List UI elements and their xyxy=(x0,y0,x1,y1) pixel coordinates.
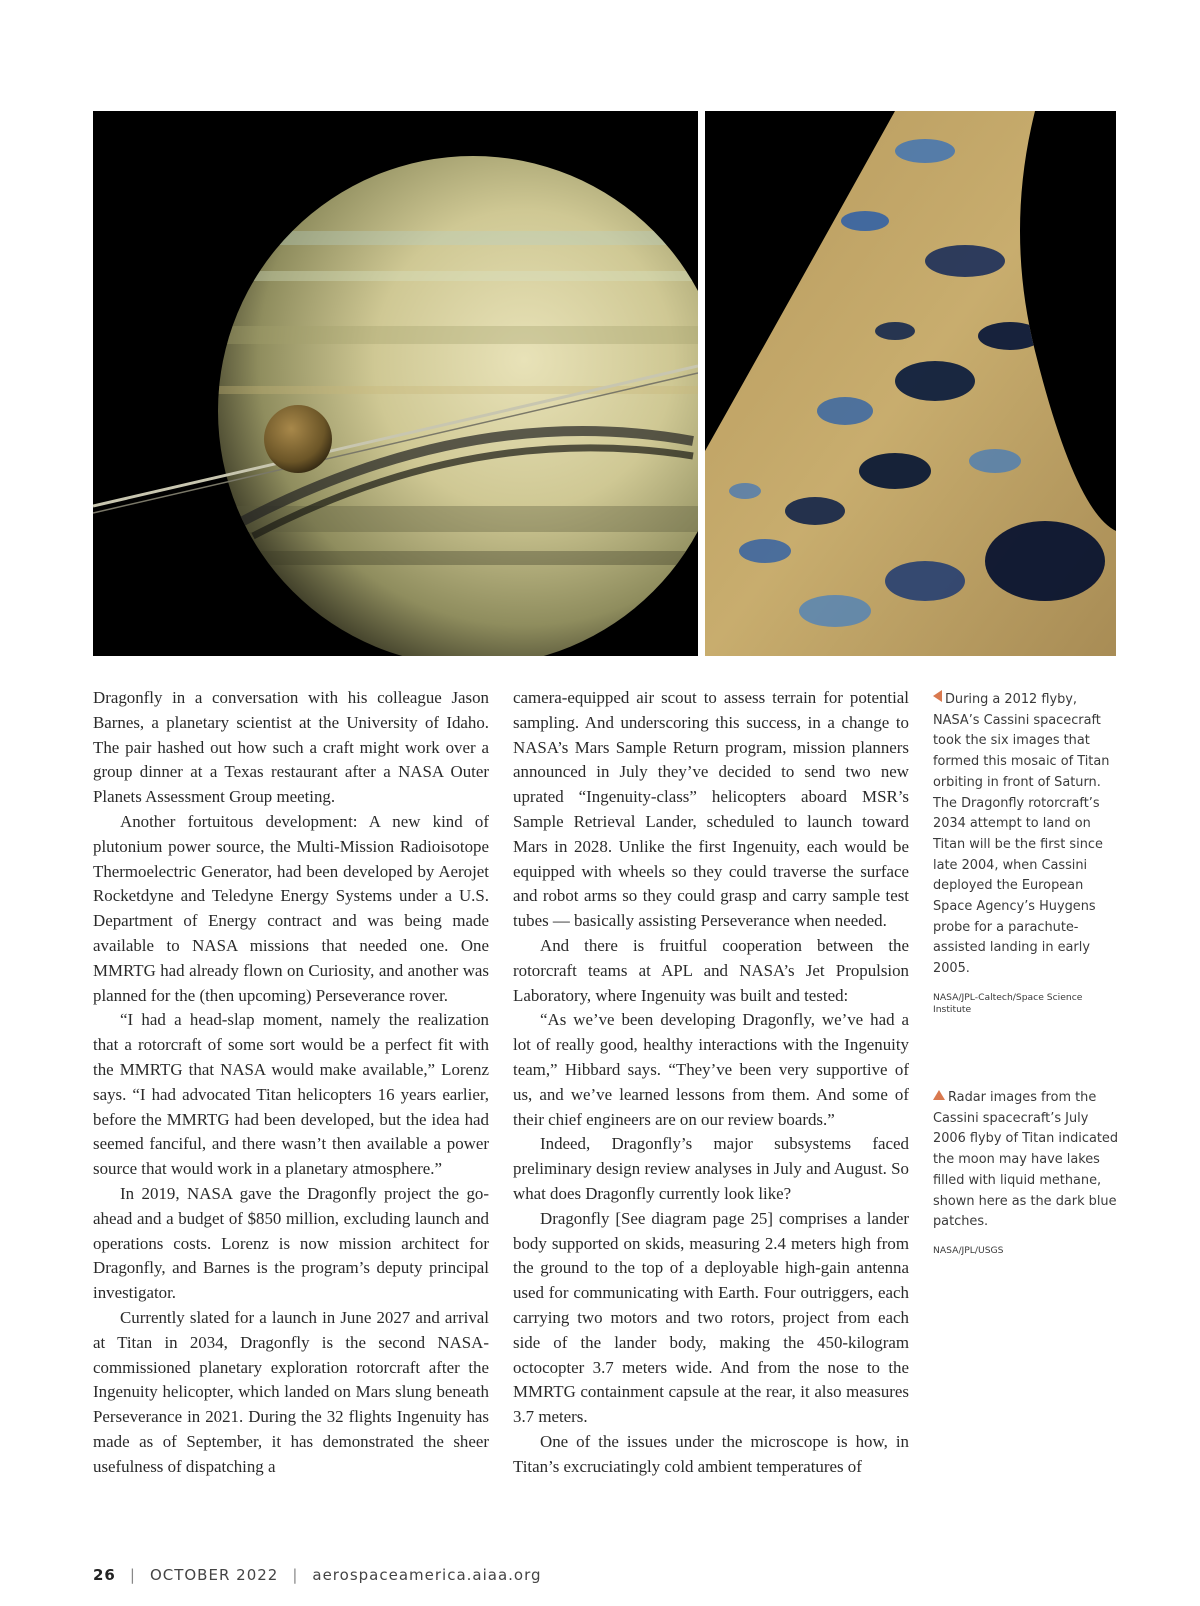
caption-saturn xyxy=(933,690,1123,1016)
paragraph: Dragonfly [See diagram page 25] comprises a lander body supported on skids, measuring 2.4 meters high from the ground to the top of a deployable high-gain antenna used for communicating with Earth. Four outriggers, each carrying two motors and two rotors, project from each side of the lander body, making the 450-kilogram octocopter 3.7 meters wide. And from the nose to the MMRTG containment capsule at the rear, it also measures 3.7 meters. xyxy=(513,1208,909,1427)
caption-text: During a 2012 flyby, NASA’s Cassini spacecraft took the six images that formed this mosaic of Titan orbiting in front of Saturn. The Dragonfly rotorcraft’s 2034 attempt to land on Titan will be the first since late 2004, when Cassini deployed the European Space Agency’s Huygens probe for a parachute-assisted landing in early 2005. xyxy=(933,692,1110,977)
saturn-illustration xyxy=(93,111,698,656)
caption-text: Radar images from the Cassini spacecraft’s July 2006 flyby of Titan indicated the moon may have lakes filled with liquid methane, shown here as the dark blue patches. xyxy=(933,1090,1119,1230)
page-footer xyxy=(93,1566,542,1584)
titan-moon xyxy=(264,405,332,473)
paragraph: In 2019, NASA gave the Dragonfly project the go-ahead and a budget of $850 million, excluding launch and operations costs. Lorenz is now mission architect for Dragonfly, and Barnes is the program’s deputy principal investigator. xyxy=(93,1183,489,1303)
photo-saturn-titan xyxy=(93,111,698,656)
article-column-middle xyxy=(513,686,909,1480)
titan-radar-illustration xyxy=(705,111,1116,656)
photo-credit: NASA/JPL-Caltech/Space Science Institute xyxy=(933,991,1083,1015)
article-column-left xyxy=(93,686,489,1480)
paragraph: Another fortuitous development: A new kind of plutonium power source, the Multi-Mission Radioisotope Thermoelectric Generator, had been developed by Aerojet Rocketdyne and Teledyne Energy Systems under a U.S. Department of Energy contract and was being made available to NASA missions that needed one. One MMRTG had already flown on Curiosity, and another was planned for the (then upcoming) Perseverance rover. xyxy=(93,811,489,1005)
photo-titan-radar xyxy=(705,111,1116,656)
caption-titan-radar xyxy=(933,1088,1123,1257)
paragraph: Currently slated for a launch in June 2027 and arrival at Titan in 2034, Dragonfly is the second NASA-commissioned planetary exploration rotorcraft after the Ingenuity helicopter, which landed on Mars slung beneath Perseverance in 2021. During the 32 flights Ingenuity has made as of September, it has demonstrated the sheer usefulness of dispatching a xyxy=(93,1307,489,1476)
paragraph: camera-equipped air scout to assess terrain for potential sampling. And underscoring this success, in a change to NASA’s Mars Sample Return program, mission planners announced in July they’ve decided to send two new uprated “Ingenuity-class” helicopters aboard MSR’s Sample Retrieval Lander, scheduled to launch toward Mars in 2028. Unlike the first Ingenuity, each would be equipped with wheels so they could traverse the surface and robot arms so they could grasp and carry sample test tubes — basically assisting Perseverance when needed. xyxy=(513,688,909,931)
divider: | xyxy=(292,1566,299,1584)
photo-credit: NASA/JPL/USGS xyxy=(933,1244,1004,1256)
paragraph: And there is fruitful cooperation between the rotorcraft teams at APL and NASA’s Jet Propulsion Laboratory, where Ingenuity was built and tested: xyxy=(513,935,909,1005)
left-triangle-icon xyxy=(933,690,942,702)
paragraph: Dragonfly in a conversation with his colleague Jason Barnes, a planetary scientist at the University of Idaho. The pair hashed out how such a craft might work over a group dinner at a Texas restaurant after a NASA Outer Planets Assessment Group meeting. xyxy=(93,688,489,807)
paragraph: “As we’ve been developing Dragonfly, we’ve had a lot of really good, healthy interactions with the Ingenuity team,” Hibbard says. “They’ve been very supportive of us, and we’ve learned lessons from them. And some of their chief engineers are on our review boards.” xyxy=(513,1010,909,1129)
divider: | xyxy=(129,1566,136,1584)
paragraph: One of the issues under the microscope is how, in Titan’s excruciatingly cold ambient temperatures of xyxy=(513,1431,909,1476)
paragraph: Indeed, Dragonfly’s major subsystems faced preliminary design review analyses in July and August. So what does Dragonfly currently look like? xyxy=(513,1134,909,1203)
page-number: 26 xyxy=(93,1566,116,1584)
paragraph: “I had a head-slap moment, namely the realization that a rotorcraft of some sort would be a perfect fit with the MMRTG that NASA would make available,” Lorenz says. “I had advocated Titan helicopters 16 years earlier, before the MMRTG had been developed, but the idea had seemed fanciful, and there wasn’t then available a power source that would work in a planetary atmosphere.” xyxy=(93,1010,489,1179)
website-link[interactable]: aerospaceamerica.aiaa.org xyxy=(312,1566,542,1584)
issue-date: OCTOBER 2022 xyxy=(149,1566,279,1584)
up-triangle-icon xyxy=(933,1090,945,1100)
